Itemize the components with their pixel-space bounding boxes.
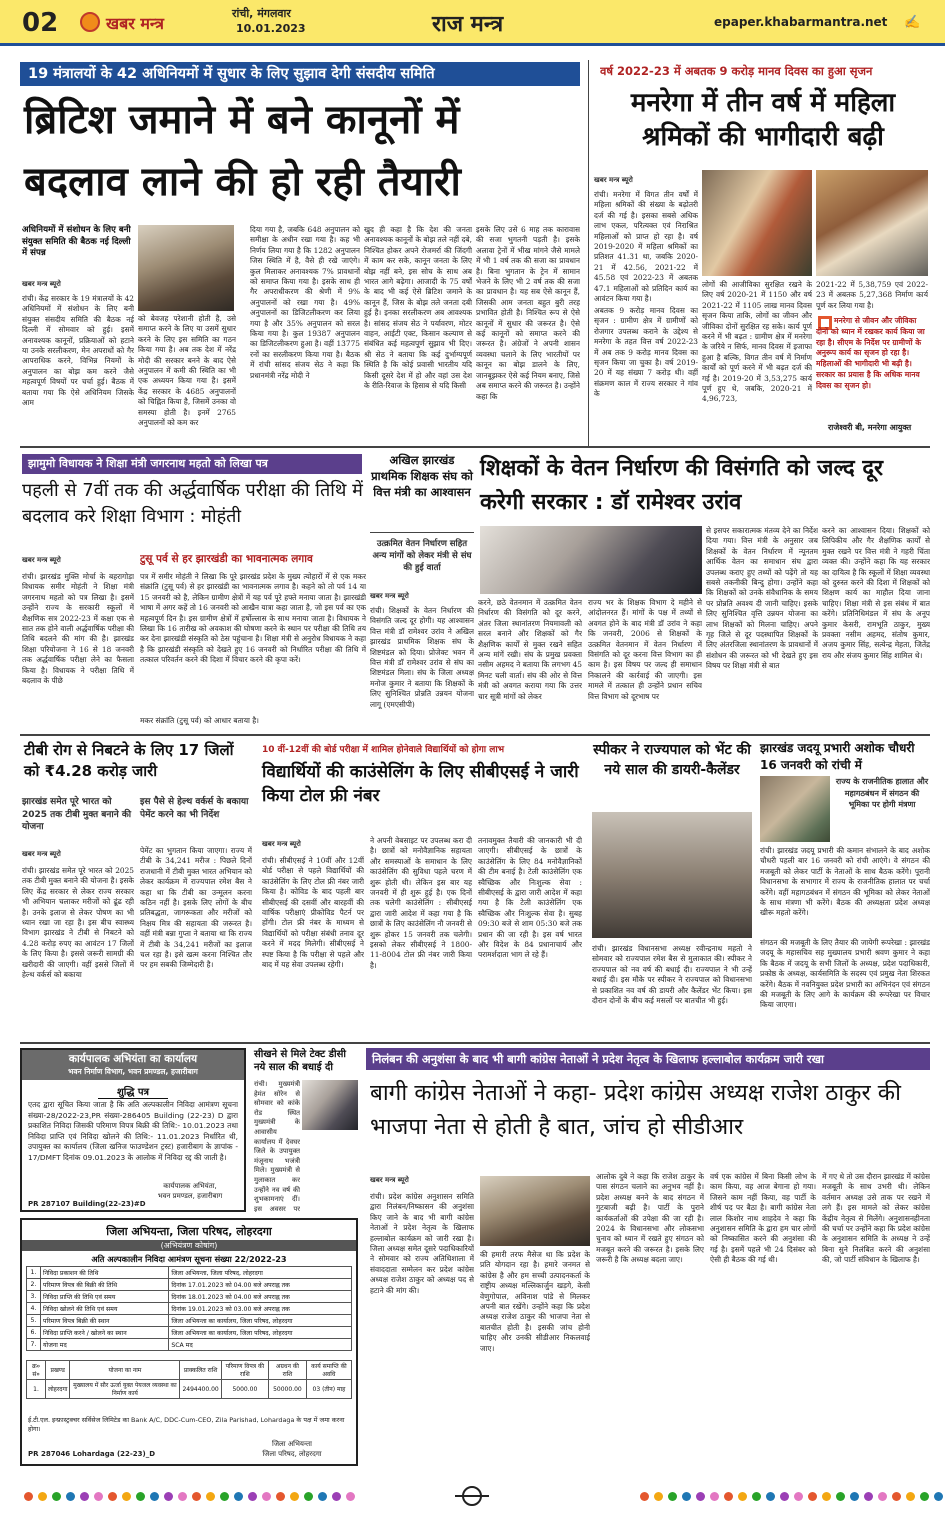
color-dot xyxy=(934,1492,943,1501)
story7-kicker: 10 वीं-12वीं की बोर्ड परीक्षा में शामिल होनेवाले विद्यार्थियों को होगा लाभ xyxy=(262,745,505,755)
story9-headline: झारखंड जदयू प्रभारी अशोक चौधरी 16 जनवरी को रांची में xyxy=(760,741,915,772)
info-no: 4. xyxy=(27,1303,41,1315)
story6-col1: रांची। झारखंड समेत पूरे भारत को 2025 तक टीबी मुक्त बनाने की योजना है। इसके लिए केंद्र सरकार से लेकर राज्य सरकार भी अभियान चलाकर मरीजों को ढूंढ रही है। उनके इलाज से लेकर पोषण का भी ध्यान रखा जा रहा है। इस बीच स्वास्थ्य विभाग झारखंड ने टीबी से निबटने को 4.28 करोड़ रुपए का आवंटन 17 जिलों के लिए किया है। इससे जरूरी सामग्री की खरीदारी की जाएगी। वहीं इससे जिलों में हेल्थ वर्कर्स को बकाया xyxy=(22,866,134,980)
color-dot xyxy=(752,1492,761,1501)
story7-byline: खबर मन्त्र ब्यूरो xyxy=(262,840,301,848)
cursor-icon: ✍ xyxy=(904,15,921,30)
story4-col2: करने, छठे वेतनमान में उत्क्रमित वेतन निर्धारण की विसंगति को दूर करने, अंतर जिला स्थानांतरण नियमावली को सरल बनाने और शिक्षकों को गैर शैक्षणिक कार्यों से मुक्त रखने सहित अन्य मांगें रखी। संघ के प्रमुख प्रवक्ता नसीम अहमद ने बताया कि लगभग 45 मिनट चली वार्ता। संघ की ओर से वित्त मंत्री को अवगत कराया गया कि उत्तर चार सूत्री मांगों को लेकर xyxy=(478,598,582,701)
scheme-cell: 50000.00 xyxy=(269,1380,307,1399)
notice1-text: एतद द्वारा सूचित किया जाता है कि अति अल्पकालीन निविदा आमंत्रण सूचना संख्या-28/2022-23,PR संख्या-286405 Building (22-23) D द्वारा प्रकाशित निविदा जिसकी परिमाण विपत्र बिक्री की तिथि:- 10.01.2023 तथा निविदा प्राप्ति एवं निविदा खोलने की तिथि:- 11.01.2023 निर्धारित थी, उपायुक्त का कार्यालय (जिला खनिज फाउण्डेशन ट्रस्ट) हजारीबाग के ज्ञापांक - 17/DMFT दिनांक 09.01.2023 के आलोक में निविदा रद्द की जाती है। xyxy=(28,1100,238,1162)
scheme-col-header: क्र० सं० xyxy=(27,1361,46,1380)
story9-pullquote: राज्य के राजनीतिक हालात और महागठबंधन में संगठन की भूमिका पर होगी मंत्रणा xyxy=(835,777,929,809)
scheme-col-header: परिमाण विपत्र की राशि xyxy=(221,1361,268,1380)
story3-col2-end: मकर संक्रांति (टुसू पर्व) को आधार बताया है। xyxy=(140,716,259,725)
color-dot xyxy=(206,1492,215,1501)
story2-photo-1 xyxy=(702,170,812,276)
section-divider xyxy=(20,446,930,448)
color-dot xyxy=(682,1492,691,1501)
info-row xyxy=(27,1315,352,1327)
story3-subhead: टुसू पर्व से हर झारखंडी का भावनात्मक लगाव xyxy=(140,553,313,565)
story8-photo xyxy=(592,812,752,938)
story2-photo-2 xyxy=(816,170,928,276)
color-dot xyxy=(52,1492,61,1501)
story3-byline: खबर मन्त्र ब्यूरो xyxy=(22,556,61,564)
notice2-pr: PR 287046 Lohardaga (22-23)_D xyxy=(28,1450,156,1458)
scheme-cell: 2494400.00 xyxy=(180,1380,221,1399)
info-row xyxy=(27,1279,352,1291)
story2-quote: मनरेगा से जीवन और जीविका दोनों को ध्यान में रखकर कार्य किया जा रहा है। सीएम के निर्देश पर ग्रामीणों के अनुरूप कार्य का सृजन हो रहा है। महिलाओं की भागीदारी भी बढ़ी है। सरकार का प्रयास है कि अधिक मानव दिवस का सृजन हो। xyxy=(816,316,925,390)
info-value: दिनांक 19.01.2023 को 03.00 बजे अपराह्न तक xyxy=(169,1303,352,1315)
city-day: रांची, मंगलवार xyxy=(232,7,291,20)
color-dot xyxy=(738,1492,747,1501)
notice1-sign2: भवन प्रमण्डल, हजारीबाग xyxy=(157,1192,223,1200)
story2-col3: 2021-22 में 5,38,759 एवं 2022-23 में अबतक 5,27,368 निर्माण कार्य पूर्ण कर लिया गया है। xyxy=(816,280,928,310)
notice1-office: कार्यपालक अभियंता का कार्यालय xyxy=(68,1053,198,1065)
footer-dots-left xyxy=(24,1492,355,1501)
scheme-cell: लोहरदगा xyxy=(46,1380,70,1399)
info-row xyxy=(27,1339,352,1351)
info-value: जिला अभियन्ता, जिला परिषद, लोहरदगा xyxy=(169,1267,352,1279)
scheme-cell: 1. xyxy=(27,1380,46,1399)
notice2-footer: ई.टी.एल. इन्फ्रास्ट्रक्चर सर्विसेज लिमिटेड का Bank A/C, DDC-Cum-CEO, Zila Parishad, Lohardaga के पक्ष में जमा करना होगा। xyxy=(28,1416,345,1433)
website-link[interactable]: epaper.khabarmantra.net xyxy=(714,15,888,29)
story1-headline-line2: बदलाव लाने की हो रही तैयारी xyxy=(24,159,461,205)
story2-col1: रांची। मनरेगा में विगत तीन वर्षों में महिला श्रमिकों की संख्या के बढ़ोतरी दर्ज की गई है। इसका सबसे अधिक लाभ एकल, परित्यक्त एवं निराश्रित महिलाओं को प्राप्त हो रहा है। वर्ष 2019-2020 में महिला श्रमिकों का प्रतिशत 41.31 था, जबकि 2020-21 में 42.56, 2021-22 में 45.58 एवं 2022-23 में अबतक 47.1 महिलाओं को प्रतिदिन कार्य का आवंटन किया गया है। xyxy=(594,190,698,304)
story2-kicker: वर्ष 2022-23 में अबतक 9 करोड़ मानव दिवस का हुआ सृजन xyxy=(600,64,873,78)
story10-photo xyxy=(302,1080,358,1130)
color-dot xyxy=(290,1492,299,1501)
info-row xyxy=(27,1303,352,1315)
color-dot xyxy=(24,1492,33,1501)
story9-photo xyxy=(760,776,830,842)
story1-col4: खुद ही कहा है कि देश की जनता अनावश्यक कानूनों के बोझ तले नहीं दबे, निश्चित होकर अपने रोजमर्रा की जिंदगी में काम कर सके, कानून जनता के लिए बोझ नहीं बने, इस सोच के साथ अब भारत आगे बढ़ेगा। आजादी के 75 वर्षों के बाद भी कई ऐसे ब्रिटिश जमाने के कानून हैं, जिस के बोझ तले जनता दबी हुई है। इनका सरलीकरण अब आवश्यक है। सांसद संजय सेठ ने पर्यावरण, मोटर वाहन, आईटी एक्ट, किसान कल्याण से संबंधित कई महत्वपूर्ण सुझाव भी दिए। श्री सेठ ने बताया कि कई दुर्भाग्यपूर्ण स्थिति है कि कोई प्रवासी भारतीय यदि किसी दूसरे देश में हो और वहां उस देश के रीति-रिवाज के हिसाब से यदि किसी xyxy=(364,225,472,391)
info-row xyxy=(27,1327,352,1339)
story2-col1b: अबतक 9 करोड़ मानव दिवस का सृजन : ग्रामीण क्षेत्र में ग्रामीणों को रोजगार उपलब्ध कराने के उद्देश्य से मनरेगा के तहत वित्त वर्ष 2022-23 में अब तक 9 करोड़ मानव दिवस का सृजन किया जा चुका है। वर्ष 2019-20 में यह संख्या 7 करोड़ थी। वहीं संक्रमण काल में राज्य सरकार ने गांव के xyxy=(594,306,698,399)
story4-col1: रांची। शिक्षकों के वेतन निर्धारण की विसंगति जल्द दूर होगी। यह आश्वासन वित्त मंत्री डॉ रामेश्वर उरांव ने अखिल झारखंड प्राथमिक शिक्षक संघ के शिष्टमंडल को दिया। प्रोजेक्ट भवन में वित्त मंत्री डॉ रामेश्वर उरांव से संघ का शिष्टमंडल मिला। संघ के जिला अध्यक्ष मनोज कुमार ने बताया कि शिक्षकों के लिए सुनिश्चित प्रोन्नति उन्नयन योजना लागू (एमएसीपी) xyxy=(370,606,474,709)
story11-col3: आलोक दुबे ने कहा कि राजेश ठाकुर के पास संगठन चलाने का अनुभव नहीं है। प्रदेश अध्यक्ष बनने के बाद संगठन में गुटबाजी बढ़ी है। पार्टी के पुराने कार्यकर्ताओं की उपेक्षा की जा रही है। 2024 के विधानसभा और लोकसभा चुनाव को ध्यान में रखते हुए संगठन को मजबूत करने की जरूरत है। इसके लिए जरूरी है कि अध्यक्ष बदला जाए। xyxy=(596,1172,704,1265)
color-dot xyxy=(766,1492,775,1501)
footer-bar xyxy=(0,1478,945,1517)
color-dot xyxy=(808,1492,817,1501)
story1-kicker: 19 मंत्रालयों के 42 अधिनियमों में सुधार के लिए सुझाव देगी संसदीय समिति xyxy=(20,62,580,86)
story1-col3: दिया गया है, जबकि 648 अनुपालन को समीक्षा के अधीन रखा गया है। कह भी निर्णय लिया गया है कि 1282 अनुपालन जिस स्थिति में है, वैसे ही रखे जाएंगे। कुल मिलाकर अनावश्यक 7% प्रावधानों को समाप्त किया गया है। इसके साथ ही गैर अपराधीकरण की श्रेणी में 9% अनुपालनों को रखा गया है। 49% अनुपालनों का डिजिटलीकरण कर लिया गया है और 35% अनुपालन को सरल किया गया है। कुल 19387 अनुपालन का डिजिटलीकरण हुआ है। वहीं 13775 रनों का सरलीकरण किया गया है। बैठक में रांची सांसद संजय सेठ ने कहा कि प्रधानमंत्री नरेंद्र मोदी ने xyxy=(250,225,360,380)
notice2-sign2: जिला परिषद, लोहरदगा xyxy=(262,1450,322,1458)
story10-col1: रांची। मुख्यमंत्री हेमंत सोरेन से सोमवार को कांके रोड स्थित मुख्यमंत्री के आवासीय कार्यालय में देवघर जिले के उपायुक्त मंजूनाथ भजंत्री मिले। मुख्यमंत्री से मुलाकात कर उन्होंने नव वर्ष की शुभकामनाएं दीं। इस अवसर पर xyxy=(254,1080,300,1212)
column-divider xyxy=(588,60,589,446)
color-dot xyxy=(892,1492,901,1501)
scheme-header-row xyxy=(27,1361,352,1380)
story6-headline: टीबी रोग से निबटने के लिए 17 जिलों को ₹4.28 करोड़ जारी xyxy=(24,741,234,780)
color-dot xyxy=(276,1492,285,1501)
color-dot xyxy=(668,1492,677,1501)
scheme-row xyxy=(27,1380,352,1399)
brand-name: खबर मन्त्र xyxy=(106,14,164,33)
color-dot xyxy=(192,1492,201,1501)
color-dot xyxy=(710,1492,719,1501)
color-dot xyxy=(332,1492,341,1501)
story4-subhead: उत्क्रमित वेतन निर्धारण सहित अन्य मांगों को लेकर मंत्री से संघ की हुई वार्ता xyxy=(372,539,472,573)
notice2-info-table xyxy=(26,1266,352,1351)
info-value: जिला अभियन्ता का कार्यालय, जिला परिषद, लोहरदगा xyxy=(169,1315,352,1327)
story4-byline: खबर मन्त्र ब्यूरो xyxy=(370,592,409,600)
info-value: SCA मद xyxy=(169,1339,352,1351)
info-label: परिमाण विपत्र बिक्री की स्थान xyxy=(41,1315,169,1327)
info-no: 6. xyxy=(27,1327,41,1339)
section-divider-2 xyxy=(20,734,930,736)
info-label: निविदा प्राप्ति की तिथि एवं समय xyxy=(41,1291,169,1303)
registration-mark-line xyxy=(455,1495,489,1497)
notice1-title: शुद्धि पत्र xyxy=(98,1084,168,1099)
color-dot xyxy=(864,1492,873,1501)
scheme-col-header: प्रखण्ड xyxy=(46,1361,70,1380)
info-label: निविदा प्रकाशन की तिथि xyxy=(41,1267,169,1279)
info-value: दिनांक 17.01.2023 को 04.00 बजे अपराह्न तक xyxy=(169,1279,352,1291)
color-dot xyxy=(724,1492,733,1501)
color-dot xyxy=(150,1492,159,1501)
issue-date: 10.01.2023 xyxy=(236,22,306,35)
story7-col2: ने अपनी वेबसाइट पर उपलब्ध करा दी है। छात्रों को मनोवैज्ञानिक सहायता और समस्याओं के समाधान के लिए काउंसेलिंग की सुविधा पहले चरण में शुरू होती थी। लेकिन इस बार यह जनवरी में ही शुरू हुई है। एक दिनों तक चलेगी काउंसेलिंग : सीबीएसई द्वारा जारी आदेश में कहा गया है कि छात्रों के लिए काउंसेलिंग नौ जनवरी से शुरू होकर 15 जनवरी तक चलेगी। इसको लेकर सीबीएसई ने 1800-11-8004 टोल फ्री नंबर जारी किया है। xyxy=(370,836,472,970)
color-dot xyxy=(66,1492,75,1501)
notice2-info xyxy=(26,1266,352,1354)
notice2-sign1: जिला अभियन्ता xyxy=(272,1440,312,1448)
story8-col1: रांची। झारखंड विधानसभा अध्यक्ष रवीन्द्रनाथ महतो ने सोमवार को राज्यपाल रमेश बैस से मुलाकात की। स्पीकर ने राज्यपाल को नव वर्ष की बधाई दी। राज्यपाल ने भी उन्हें बधाई दी। इस मौके पर स्पीकर ने राज्यपाल को विधानसभा से प्रकाशित नव वर्ष की डायरी और कैलेंडर भेंट किया। इस दौरान दोनों के बीच कई मसलों पर बातचीत भी हुई। xyxy=(592,944,752,1006)
page-number: 02 xyxy=(22,8,59,38)
story3-col1: रांची। झारखंड मुक्ति मोर्चा के बहरागोड़ा विधायक समीर मोहंती ने शिक्षा मंत्री जगरनाथ महतो को पत्र लिखा है। इसमें उन्होंने राज्य के सरकारी स्कूलों में शैक्षणिक सत्र 2022-23 में कक्षा एक से सात तक होने वाली अर्द्धवार्षिक परीक्षा की तिथि बदलने की मांग की है। झारखंड शिक्षा परियोजना ने 16 से 18 जनवरी तक अर्द्धवार्षिक परीक्षा लेने का फैसला किया है। विधायक ने परीक्षा तिथि में बदलाव के पीछे xyxy=(22,572,134,686)
color-dot xyxy=(80,1492,89,1501)
notice1-dept: भवन निर्माण विभाग, भवन प्रमण्डल, हजारीबाग xyxy=(68,1067,198,1076)
color-dot xyxy=(248,1492,257,1501)
scheme-col-header: कार्य समाप्ति की अवधि xyxy=(306,1361,351,1380)
info-no: 2. xyxy=(27,1279,41,1291)
color-dot xyxy=(262,1492,271,1501)
story5-col3: करने का आश्वासन दिया। शिक्षकों को लिपिकीय और गैर शैक्षणिक कार्यों से मुक्त रखने पर वित्त मंत्री ने गहरी चिंता व्यक्त की। उन्होंने कहा कि यह सरकार का दायित्व है कि स्कूलों में शिक्षा व्यवस्था को दुरुस्त करने की दिशा में शिक्षकों को शिक्षण कार्य का माहौल दिया जाना चाहिए। शिक्षा मंत्री से इस संबंध में बात करेंगे। प्रतिनिधिमंडल में संघ के अनूप कुमार केसरी, रामभूति ठाकुर, मुख्य प्रवक्ता नसीम अहमद, संतोष कुमार, अजय कुमार सिंह, सत्येन्द्र मेहता, जितेंद्र राय और संजय कुमार सिंह शामिल थे। xyxy=(822,526,930,660)
color-dot xyxy=(234,1492,243,1501)
color-dot xyxy=(920,1492,929,1501)
story9-col2: संगठन की मजबूती के लिए तैयार की जायेगी रूपरेखा : झारखंड जदयू के महासचिव सह मुख्यालय प्रभारी श्रवण कुमार ने कहा कि बैठक में जदयू के सभी जिलों के अध्यक्ष, प्रदेश पदाधिकारी, प्रकोष्ठ के अध्यक्ष, कार्यसमिति के सदस्य एवं प्रमुख नेता शिरकत करेंगे। बैठक में नवनियुक्त प्रदेश प्रभारी का अभिनंदन एवं संगठन की मजबूती के लिए आगे के कार्यक्रम की रूपरेखा पर विचार किया जाएगा। xyxy=(760,938,930,1010)
color-dot xyxy=(164,1492,173,1501)
notice2-title: अति अल्पकालीन निविदा आमंत्रण सूचना संख्या 22/2022-23 xyxy=(91,1254,287,1264)
color-dot xyxy=(94,1492,103,1501)
info-label: निविदा खोलने की तिथि एवं समय xyxy=(41,1303,169,1315)
story6-byline: खबर मन्त्र ब्यूरो xyxy=(22,850,61,858)
color-dot xyxy=(318,1492,327,1501)
color-dot xyxy=(178,1492,187,1501)
story1-subhead: अधिनियमों में संशोधन के लिए बनी संयुक्त समिति की बैठक नई दिल्ली में संपन्न xyxy=(22,225,131,258)
info-label: निविदा प्राप्ति करने / खोलने का स्थान xyxy=(41,1327,169,1339)
info-value: दिनांक 18.01.2023 को 04.00 बजे अपराह्न तक xyxy=(169,1291,352,1303)
story3-kicker: झामुमो विधायक ने शिक्षा मंत्री जगरनाथ महतो को लिखा पत्र xyxy=(22,454,362,474)
story5-col1: राज्य भर के शिक्षक विभाग दे महीने से आंदोलनरत हैं। मांगों के पक्ष में तथ्यों से अवगत होने के बाद मंत्री डॉ उरांव ने कहा कि जनवरी, 2006 से शिक्षकों के उत्क्रमित वेतनमान में वेतन निर्धारण में विसंगति को दूर करना वित्त विभाग का ही काम है। इस विषय पर जल्द ही समाधान निकालने की कार्रवाई की जाएगी। इस मामले में तत्काल ही उन्होंने प्रधान सचिव वित्त विभाग को दूरभाष पर xyxy=(588,598,702,701)
notice2-sub: (अभियंत्रण कोषांग) xyxy=(22,1240,356,1251)
story4-rule xyxy=(370,532,474,533)
story3-headline: पहली से 7वीं तक की अर्द्धवार्षिक परीक्षा की तिथि में बदलाव करे शिक्षा विभाग : मोहंती xyxy=(22,480,363,527)
color-dot xyxy=(696,1492,705,1501)
tender-notice-lohardaga xyxy=(20,1218,358,1466)
story1-col1: रांची। केंद्र सरकार के 19 मंत्रालयों के 42 अधिनियमों में संशोधन के लिए बनी संयुक्त संसदीय समिति की बैठक नई दिल्ली में सोमवार को हुई। इसमें अनावश्यक कानूनों, प्रक्रियाओं को हटाने या उनके सरलीकरण, मेन अपराधों को गैर आपराधिक करने, विभिन्न नियमों के अनुपालन का बोझ कम करने जैसे महत्वपूर्ण विषयों पर चर्चा हुई। बैठक में बताया गया कि ऐसे अधिनियम जिसके आम xyxy=(22,294,134,408)
info-label: योजना मद xyxy=(41,1339,169,1351)
section-name: राज मन्त्र xyxy=(432,12,504,37)
story6-subhead-left: झारखंड समेत पूरे भारत को 2025 तक टीबी मुक्त बनाने की योजना xyxy=(22,797,132,832)
color-dot xyxy=(122,1492,131,1501)
story3-col2: पत्र में समीर मोहंती ने लिखा कि पूरे झारखंड प्रदेश के मुख्य त्योहारों में से एक मकर संक्रांति (टुसू पर्व) से हर झारखंडी का भावनात्मक लगाव है। कहने को तो पर्व 14 या 15 जनवरी को है, लेकिन ग्रामीण क्षेत्रों में यह पर्व पूरे हफ्ते मनाया जाता है। झारखंडी भाषा में अगर कहें तो 16 जनवरी को आखैन यात्रा कहा जाता है, जो इस पर्व का एक महत्वपूर्ण दिन है। इस ग्रामीण क्षेत्रों में हर्षोल्लास के साथ मनाया जाता है। विधायक ने लिखा कि 16 तारीख को अवकाश की घोषणा करने के स्थान पर परीक्षा की तिथि तय कर देना झारखंडी संस्कृति को ठेस पहुंचाना है। शिक्षा मंत्री से अनुरोध विधायक ने कहा है कि झारखंडी संस्कृति को देखते हुए 16 जनवरी को निर्धारित परीक्षा की तिथि में तत्काल परिवर्तन करने की दिशा में विचार करने की कृपा करें। xyxy=(140,572,366,665)
color-dot xyxy=(822,1492,831,1501)
info-row xyxy=(27,1291,352,1303)
tender-notice-hazaribagh xyxy=(20,1048,246,1212)
notice2-scheme xyxy=(26,1360,352,1399)
color-dot xyxy=(780,1492,789,1501)
story11-col5: में गए थे तो उस दौरान झारखंड में कांग्रेस मजबूती के साथ उभरी थी। लेकिन वर्तमान अध्यक्ष उसे ताक पर रखने में लगे हैं। इस मामले को लेकर कांग्रेस केंद्रीय नेतृत्व से मिलेंगे। अनुशासनहीनता की चर्चा पर उन्होंने कहा कि प्रदेश कांग्रेस के अनुशासन समिति के अध्यक्ष ने उन्हें बिना सुने निलंबित करने की अनुशंसा की, जो पार्टी संविधान के खिलाफ है। xyxy=(822,1172,930,1265)
color-dot xyxy=(850,1492,859,1501)
color-dot xyxy=(836,1492,845,1501)
story11-col4: वर्ष एक कांग्रेस में बिना किसी लोभ के काम किया, वह आज बेगाना हो गया। जिसने काम नहीं किया, वह पार्टी के शीर्ष पद पर बैठा है। बागी कांग्रेस नेता लाल किशोर नाथ शाहदेव ने कहा कि अनुशासन समिति के द्वारा हम चार लोगों को निष्कासित करने की अनुशंसा की गई है। इसमें पहले भी 24 दिसंबर को ऐसी ही बैठक की गई थी। xyxy=(710,1172,816,1265)
story11-byline: खबर मन्त्र ब्यूरो xyxy=(370,1176,409,1184)
scheme-cell: मुख्यालय में सौर ऊर्जा युक्त पेयजल व्यवस्था का निर्माण कार्य xyxy=(70,1380,180,1399)
info-row xyxy=(27,1267,352,1279)
color-dot xyxy=(304,1492,313,1501)
story1-byline: खबर मन्त्र ब्यूरो xyxy=(22,280,61,288)
story2-col2: लोगों की आजीविका सुरक्षित रखने के लिए वर्ष 2020-21 में 1150 और वर्ष 2021-22 में 1105 लाख मानव दिवस सृजन किया ताकि, लोगों का जीवन और जीविका दोनों सुरक्षित रह सके। कार्य पूर्ण करने में भी बढ़त : ग्रामीण क्षेत्र में मनरेगा के जरिये न सिर्फ, मानव दिवस में इजाफा हुआ है बल्कि, विगत तीन वर्ष में निर्माण कार्यों को पूर्ण करने में भी बढ़त दर्ज की गई है। 2019-20 में 3,53,275 कार्य पूर्ण हुए थे, जबकि, 2020-21 में 4,96,723, xyxy=(702,280,812,404)
story1-photo xyxy=(138,225,234,311)
story4-headline: अखिल झारखंड प्राथमिक शिक्षक संघ को वित्त मंत्री का आश्वासन xyxy=(371,453,473,499)
story7-headline: विद्यार्थियों की काउंसेलिंग के लिए सीबीएसई ने जारी किया टोल फ्री नंबर xyxy=(262,762,579,806)
story9-col1: रांची। झारखंड जदयू प्रभारी की कमान संभालने के बाद अशोक चौधरी पहली बार 16 जनवरी को रांची आएंगे। वे संगठन की मजबूती को लेकर पार्टी के नेताओं के साथ बैठक करेंगे। पूरानी विधानसभा के सभागार में राज्य के राजनीतिक हालात पर चर्चा करेंगे। वहीं महागठबंधन में संगठन की भूमिका को लेकर नेताओं के साथ मंत्रणा भी करेंगे। बैठक की अध्यक्षता प्रदेश अध्यक्ष खीरू महतो करेंगे। xyxy=(760,846,930,918)
story1-col5: इसके लिए उसे 6 माह तक कारावास की सजा भुगतनी पड़ती है। इसके अलावा ट्रेनों में भीख मांगने जैसे मामले में भी 1 वर्ष तक की सजा का प्रावधान है। बिना भुगतान के ट्रेन में सामान भेजने के लिए भी 2 वर्ष तक की सजा का प्रावधान है। यह सब ऐसे कानून हैं, जिसकी आम जनता बहुत बुरी तरह प्रभावित होती है। निश्चित रूप से ऐसे कानूनों में सुधार की जरूरत है। ऐसे कई कानूनों को समाप्त करने की जरूरत है। अंग्रेजों ने अपनी शासन व्यवस्था चलाने के लिए भारतीयों पर कानून का बोझ डालने के लिए, जानबूझकर ऐसे कई नियम बनाए, जिसे अब समाप्त करने की जरूरत है। उन्होंने कहा कि xyxy=(476,225,580,401)
color-dot xyxy=(906,1492,915,1501)
info-label: परिमाण विपत्र की बिक्री की तिथि xyxy=(41,1279,169,1291)
story6-subhead-right: इस पैसे से हेल्थ वर्कर्स के बकाया पेमेंट करने का भी निर्देश xyxy=(140,797,249,820)
story11-col1: रांची। प्रदेश कांग्रेस अनुशासन समिति द्वारा निलंबन/निष्कासन की अनुशंसा किए जाने के बाद भी बागी कांग्रेस नेताओं ने प्रदेश नेतृत्व के खिलाफ हल्लाबोल कार्यक्रम को जारी रखा है। जिला अध्यक्ष समेत दूसरे पदाधिकारियों ने सोमवार को राज्य अतिथिशाला में संवाददाता सम्मेलन कर प्रदेश कांग्रेस अध्यक्ष राजेश ठाकुर को अध्यक्ष पद से हटाने की मांग की। xyxy=(370,1192,474,1295)
story8-headline: स्पीकर ने राज्यपाल को भेंट की नये साल की डायरी-कैलेंडर xyxy=(593,742,751,778)
story11-headline: बागी कांग्रेस नेताओं ने कहा- प्रदेश कांग्रेस अध्यक्ष राजेश ठाकुर की भाजपा नेता से होती है बात, जांच हो सीडीआर xyxy=(370,1080,901,1140)
story6-col2: पेमेंट का भुगतान किया जाएगा। राज्य में टीबी के 34,241 मरीज : पिछले दिनों राजधानी में टीबी मुक्त भारत अभियान को लेकर कार्यक्रम में राज्यपाल रमेश बैस ने कहा था कि टीबी का उन्मूलन करना कठिन नहीं है। इसके लिए लोगों के बीच प्रतिबद्धता, जागरूकता और मरीजों को निक्षय मित्र की सहायता की जरूरत है। वहीं मंत्री बन्ना गुप्ता ने बताया था कि राज्य में टीबी के 34,241 मरीजों का इलाज चल रहा है। इसे खत्म करना निश्चित तौर पर हम सबकी जिम्मेदारी है। xyxy=(140,846,252,970)
story7-col3: तनावमुक्त तैयारी की जानकारी भी दी जाएगी। सीबीएसई के छात्रों के काउंसेलिंग के लिए 84 मनोवैज्ञानिकों की टीम बनाई है। टेली काउंसेलिंग एक स्वैच्छिक और निःशुल्क सेवा : सीबीएसई के द्वारा जारी आदेश में कहा गया है कि टेली काउंसेलिंग एक स्वैच्छिक और निःशुल्क सेवा है। सुबह 09:30 बजे से शाम 05:30 बजे तक प्रधान की जा रही है। इस वर्ष भारत और विदेश के 84 प्रधानाचार्य और परामर्शदाता भाग ले रहे हैं। xyxy=(478,836,582,960)
story5-headline: शिक्षकों के वेतन निर्धारण की विसंगति को जल्द दूर करेगी सरकार : डॉ रामेश्वर उरांव xyxy=(480,456,884,515)
color-dot xyxy=(220,1492,229,1501)
scheme-col-header: प्राक्कलित राशि xyxy=(180,1361,221,1380)
story11-kicker: निलंबन की अनुशंसा के बाद भी बागी कांग्रेस नेताओं ने प्रदेश नेतृत्व के खिलाफ हल्लाबोल कार्यक्रम जारी रखा xyxy=(366,1048,930,1070)
notice1-sign1: कार्यपालक अभियंता, xyxy=(163,1182,217,1190)
story2-headline: मनरेगा में तीन वर्ष में महिला श्रमिकों की भागीदारी बढ़ी xyxy=(630,88,896,152)
footer-dots-right xyxy=(640,1492,945,1501)
info-no: 7. xyxy=(27,1339,41,1351)
story2-byline: खबर मन्त्र ब्यूरो xyxy=(594,176,633,184)
story11-photo xyxy=(480,1176,590,1246)
masthead xyxy=(0,0,945,46)
color-dot xyxy=(108,1492,117,1501)
notice1-pr: PR 287107 Building(22-23)#D xyxy=(28,1200,146,1208)
color-dot xyxy=(878,1492,887,1501)
color-dot xyxy=(794,1492,803,1501)
color-dot xyxy=(640,1492,649,1501)
scheme-col-header: योजना का नाम xyxy=(70,1361,180,1380)
story10-headline: सीखने से मिले टेक्ट डीसी नये साल की बधाई दी xyxy=(254,1049,346,1073)
info-no: 5. xyxy=(27,1315,41,1327)
story11-col2: की हमारी तरफ मैसेज था कि प्रदेश के प्रति योगदान रहा है। हमारे जनमत से कांग्रेस है और हम सच्ची उत्पादनकर्ता के राष्ट्रीय अध्यक्ष मल्लिकार्जुन खड़गे, केसी वेणुगोपाल, अविनाश पांडे से मिलकर अपनी बात रखेंगे। उन्होंने कहा कि प्रदेश अध्यक्ष राजेश ठाकुर की भाजपा नेता से बातचीत होती है। इसकी जांच होनी चाहिए और उनकी सीडीआर निकलवाई जाए। xyxy=(480,1250,590,1353)
scheme-cell: 5000.00 xyxy=(221,1380,268,1399)
scheme-col-header: अग्रधन की राशि xyxy=(269,1361,307,1380)
brand-logo-icon xyxy=(80,12,100,32)
notice2-office: जिला अभियन्ता, जिला परिषद, लोहरदगा xyxy=(106,1225,272,1238)
color-dot xyxy=(346,1492,355,1501)
story5-photo xyxy=(480,526,702,594)
notice2-scheme-table xyxy=(26,1360,352,1399)
story1-col2: को बेवजह परेशानी होती है, उसे समाप्त करने के लिए या उसमें सुधार करने के लिए इस समिति का गठन किया गया है। अब तक देश में नरेंद्र मोदी की सरकार बनने के बाद ऐसे अनुपालन में कमी की स्थिति का भी एक अध्ययन किया गया है। इसमें केंद्र सरकार के 4685 अनुपालनों को चिह्नित किया है, जिसमें उनका वो समस्या होती है। इनमें 2765 अनुपालनों को कम कर xyxy=(138,314,236,428)
info-value: जिला अभियन्ता का कार्यालय, जिला परिषद, लोहरदगा xyxy=(169,1327,352,1339)
color-dot xyxy=(38,1492,47,1501)
color-dot xyxy=(654,1492,663,1501)
story7-col1: रांची। सीबीएसई ने 10वीं और 12वीं बोर्ड परीक्षा से पहले विद्यार्थियों की काउंसेलिंग के लिए टोल फ्री नंबर जारी किया है। कोविड के बाद पहली बार सीबीएसई की दसवीं और बारहवीं की वार्षिक परीक्षाएं प्रीकोविड पैटर्न पर होंगी। टोल फ्री नंबर के माध्यम से विद्यार्थियों को परीक्षा संबंधी तनाव दूर करने में मदद मिलेगी। सीबीएसई ने स्पष्ट किया है कि परीक्षा से पहले और बाद में यह सेवा उपलब्ध रहेगी। xyxy=(262,856,364,970)
section-divider-3 xyxy=(20,1042,930,1044)
story1-headline-line1: ब्रिटिश जमाने में बने कानूनों में xyxy=(24,97,460,143)
color-dot xyxy=(136,1492,145,1501)
info-no: 1. xyxy=(27,1267,41,1279)
story2-quote-attrib: राजेश्वरी बी, मनरेगा आयुक्त xyxy=(828,423,912,432)
scheme-cell: 03 (तीन) माह xyxy=(306,1380,351,1399)
info-no: 3. xyxy=(27,1291,41,1303)
story5-col2: से इसपर सकारात्मक मंतव्य देने का निर्देश दिया गया। वित्त मंत्री के अनुसार जब शिक्षकों के वेतन निर्धारण में न्यूनतम आर्थिक वेतन का समाधान संघ द्वारा उपलब्ध कराए हुए तथ्यों को पढ़ेंगे तो यह सबसे तकनीकी बिन्दु होगा। उन्होंने कहा कि शिक्षकों को उनके संवैधानिक के समय पर प्रोन्नति अवश्य दी जानी चाहिए। इसके लिए सुनिश्चित वृत्ति उन्नयन योजना का लाभ शिक्षकों को मिलना चाहिए। अपने गृह जिले से दूर पदस्थापित शिक्षकों के लिए अंतरजिला स्थानांतरण के प्रावधानों में संशोधन की जरूरत को भी देखते हुए इस विषय पर शिक्षा मंत्री से बात xyxy=(706,526,818,671)
